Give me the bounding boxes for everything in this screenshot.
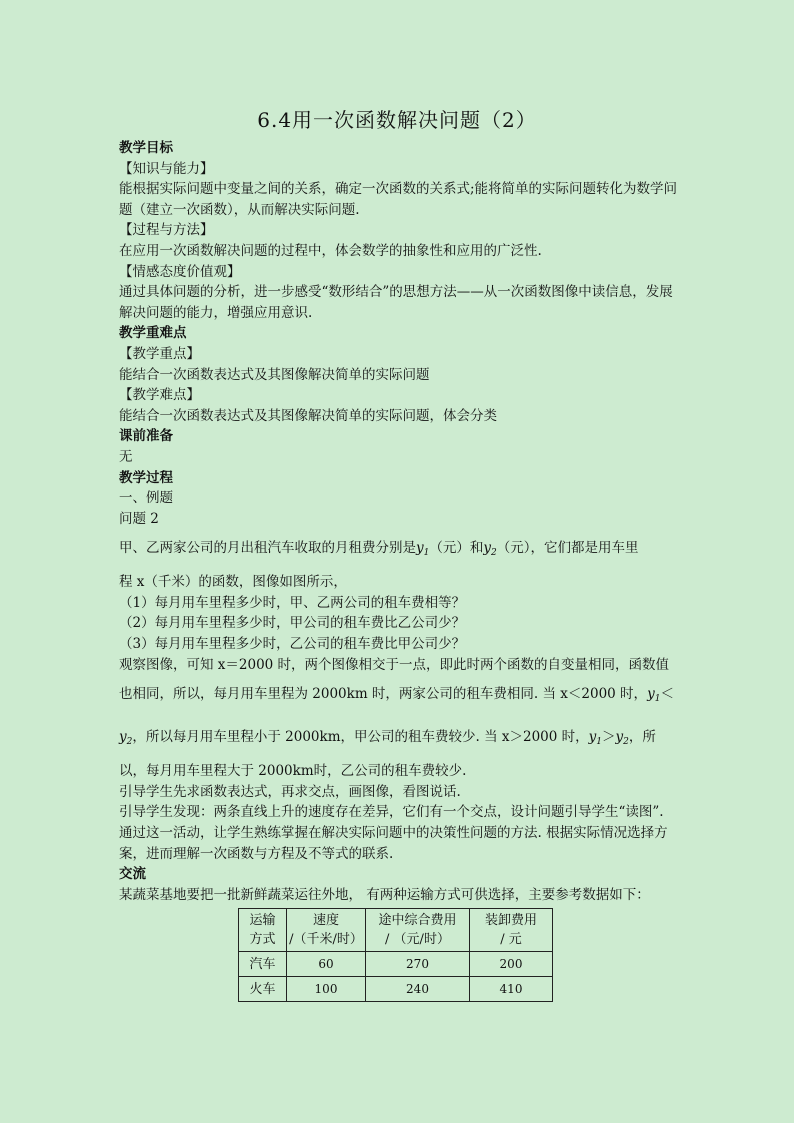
goals-heading: 教学目标 <box>119 140 173 156</box>
prep-text: 无 <box>119 448 133 465</box>
prep-heading: 课前准备 <box>119 428 173 445</box>
process-heading: 【过程与方法】 <box>119 222 214 239</box>
observation-line3: $y_2$，所以每月用车里程小于 2000km，甲公司的租车费较少. 当 x＞2000 时，$y_1>y_2$，所 <box>119 729 656 748</box>
table-header-cell: 途中综合费用 / （元/时） <box>366 909 470 952</box>
guide-text-1: 引导学生先求函数表达式，再求交点，画图像，看图说话. <box>119 783 461 800</box>
procedure-heading: 教学过程 <box>119 469 173 486</box>
knowledge-heading: 【知识与能力】 <box>119 160 214 177</box>
y2-symbol: $y_2$ <box>615 729 629 748</box>
problem-label: 问题 2 <box>119 510 159 527</box>
y1-symbol: $y_1$ <box>647 686 661 705</box>
table-cell: 汽车 <box>239 952 287 977</box>
y1-symbol: $y_1$ <box>416 540 430 559</box>
table-header-cell: 装卸费用 / 元 <box>470 909 553 952</box>
knowledge-text: 能根据实际问题中变量之间的关系，确定一次函数的关系式;能将简单的实际问题转化为数学问题（建立一次函数），从而解决实际问题. <box>119 181 678 218</box>
problem-intro-line2: 程 x（千米）的函数，图像如图所示， <box>119 574 347 591</box>
table-row <box>239 977 553 1002</box>
observation-line2: 也相同，所以，每月用车里程为 2000km 时，两家公司的租车费相同. 当 x＜2000 时，$y_1<$ <box>119 686 674 705</box>
y1-symbol: $y_1$ <box>588 729 603 748</box>
example-heading: 一、例题 <box>119 490 173 507</box>
table-header-cell: 运输 方式 <box>239 909 287 952</box>
attitude-text: 通过具体问题的分析，进一步感受“数形结合”的思想方法——从一次函数图像中读信息，发展解决问题的能力，增强应用意识. <box>119 284 673 321</box>
y2-symbol: $y_2$ <box>483 540 497 559</box>
question-2: （2）每月用车里程多少时，甲公司的租车费比乙公司少？ <box>119 615 466 632</box>
difficulty-text: 能结合一次函数表达式及其图像解决简单的实际问题，体会分类 <box>119 407 497 424</box>
y2-symbol: $y_2$ <box>119 729 133 748</box>
table-cell: 200 <box>470 952 553 977</box>
table-header-cell: 速度 /（千米/时） <box>287 909 366 952</box>
table-cell: 100 <box>287 977 366 1002</box>
exchange-text: 某蔬菜基地要把一批新鲜蔬菜运往外地， 有两种运输方式可供选择，主要参考数据如下： <box>119 886 650 903</box>
table-row <box>239 952 553 977</box>
table-header-row <box>239 909 553 952</box>
document-body <box>119 138 679 905</box>
exchange-heading: 交流 <box>119 866 146 883</box>
attitude-heading: 【情感态度价值观】 <box>119 263 241 280</box>
page-title: 6.4用一次函数解决问题（2） <box>257 108 537 132</box>
transport-data-table <box>238 908 553 1002</box>
question-1: （1）每月用车里程多少时，甲、乙两公司的租车费相等？ <box>119 594 466 611</box>
table-cell: 60 <box>287 952 366 977</box>
process-text: 在应用一次函数解决问题的过程中，体会数学的抽象性和应用的广泛性. <box>119 242 542 259</box>
table-cell: 火车 <box>239 977 287 1002</box>
observation-line1: 观察图像，可知 x＝2000 时，两个图像相交于一点，即此时两个函数的自变量相同，函数值 <box>119 656 670 673</box>
guide-text-2: 引导学生发现：两条直线上升的速度存在差异，它们有一个交点，设计问题引导学生“读图”. 通过这一活动，让学生熟练掌握在解决实际问题中的决策性问题的方法. 根据实际情况选择方案，进而理解一次函数与方程及不等式的联系. <box>119 804 668 862</box>
table-cell: 270 <box>366 952 470 977</box>
observation-line4: 以，每月用车里程大于 2000km时，乙公司的租车费较少. <box>119 763 467 780</box>
key-points-heading: 教学重难点 <box>119 325 187 342</box>
focus-text: 能结合一次函数表达式及其图像解决简单的实际问题 <box>119 366 430 383</box>
difficulty-heading: 【教学难点】 <box>119 387 200 404</box>
focus-heading: 【教学重点】 <box>119 345 200 362</box>
question-3: （3）每月用车里程多少时，乙公司的租车费比甲公司少？ <box>119 636 466 653</box>
problem-intro-line1: 甲、乙两家公司的月出租汽车收取的月租费分别是$y_1$（元）和$y_2$（元），它们都是用车里 <box>119 540 639 559</box>
table-cell: 240 <box>366 977 470 1002</box>
table-cell: 410 <box>470 977 553 1002</box>
